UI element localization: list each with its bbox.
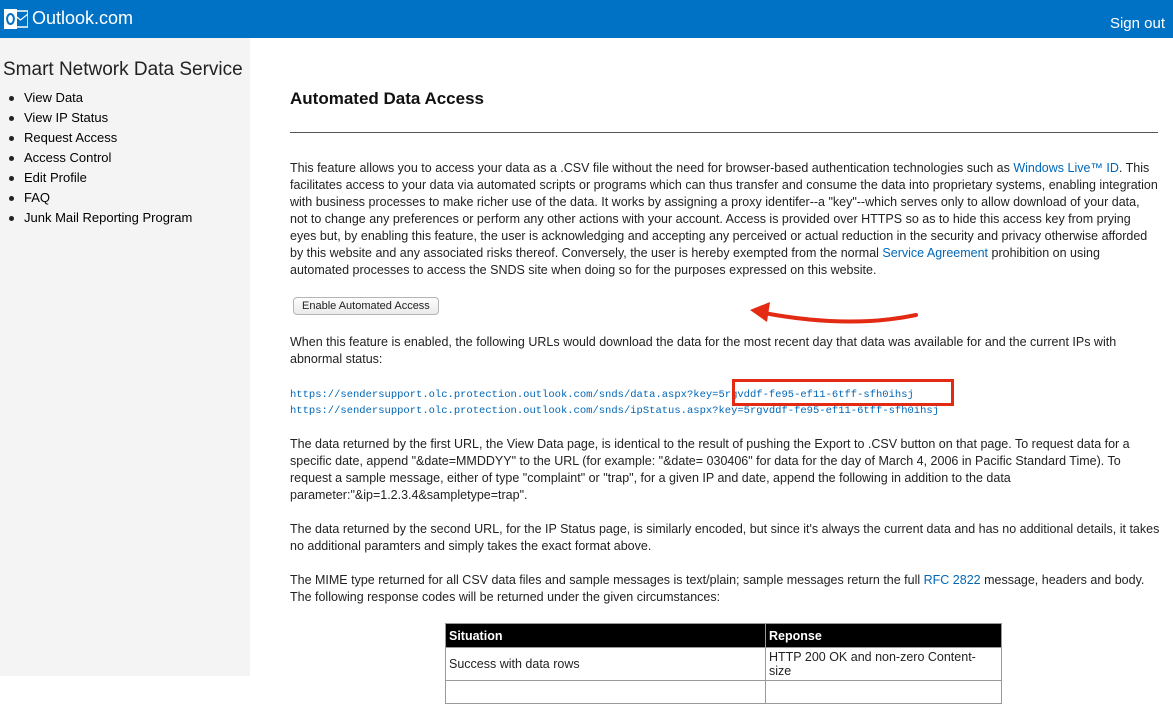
sidebar-item-label[interactable]: Access Control (24, 150, 112, 165)
service-agreement-link[interactable]: Service Agreement (882, 246, 989, 260)
page-title: Automated Data Access (290, 89, 484, 108)
mime-text: The MIME type returned for all CSV data files and sample messages is text/plain; sample messages return the full (290, 573, 924, 587)
table-cell (766, 681, 1002, 704)
response-code-table (445, 623, 1002, 704)
mime-paragraph (290, 572, 1160, 606)
table-header-row (446, 624, 1002, 648)
second-url-paragraph: The data returned by the second URL, for the IP Status page, is similarly encoded, but since it's always the current data and has no additional details, it takes no additional paramters and simply takes the exact format above. (290, 522, 1160, 553)
table-cell: Success with data rows (446, 648, 766, 681)
ip-status-url-link[interactable]: https://sendersupport.olc.protection.outlook.com/snds/ipStatus.aspx?key=5rgvddf-fe95-ef11-6tff-sfh0ihsj (290, 405, 940, 417)
sidebar-item-label[interactable]: Edit Profile (24, 170, 87, 185)
sidebar-item-label[interactable]: FAQ (24, 190, 51, 205)
sidebar-nav (0, 90, 192, 230)
sidebar-item-label[interactable]: View Data (24, 90, 84, 105)
sidebar (0, 38, 250, 676)
sidebar-title: Smart Network Data Service (3, 59, 243, 80)
table-cell: HTTP 200 OK and non-zero Content-size (766, 648, 1002, 681)
column-header-situation: Situation (446, 624, 766, 648)
title-divider (290, 132, 1158, 133)
sign-out-link[interactable]: Sign out (1109, 15, 1165, 32)
intro-text: prohibition on using automated processes to access the SNDS site when doing so for the purposes expressed on this website. (290, 246, 1100, 277)
sidebar-item-label[interactable]: Request Access (24, 130, 118, 145)
intro-text: . This facilitates access to your data via automated scripts or programs which can thus transfer and consume the data into proprietary systems, enabling integration with business processes to make richer use of the data. It works by assigning a proxy identifer--a "key"--which serves only to allow download of your data, not to change any preferences or perform any other actions with your account. Access is provided over HTTPS so as to hide this access key from prying eyes but, by enabling this feature, the user is acknowledging and accepting any perceived or actual reduction in the security and privacy otherwise afforded by this website and any associated risks thereof. Conversely, the user is hereby exempted from the normal (290, 161, 1158, 260)
sidebar-item-label[interactable]: Junk Mail Reporting Program (24, 210, 193, 225)
url-list (290, 387, 939, 419)
sidebar-item-request-access[interactable] (0, 130, 192, 150)
sidebar-item-junk-mail[interactable] (0, 210, 192, 230)
sidebar-item-edit-profile[interactable] (0, 170, 192, 190)
table-cell (446, 681, 766, 704)
enable-automated-access-button[interactable]: Enable Automated Access (293, 297, 439, 315)
table-row (446, 681, 1002, 704)
enabled-description: When this feature is enabled, the following URLs would download the data for the most recent day that data was available for and the current IPs with abnormal status: (290, 335, 1117, 366)
sidebar-item-view-ip-status[interactable] (0, 110, 192, 130)
windows-live-id-link[interactable]: Windows Live™ ID (1013, 161, 1119, 175)
sidebar-item-access-control[interactable] (0, 150, 192, 170)
rfc-2822-link[interactable]: RFC 2822 (923, 573, 981, 587)
outlook-logo-icon (4, 8, 28, 30)
column-header-response: Reponse (766, 624, 1002, 648)
brand-name[interactable]: Outlook.com (32, 8, 134, 28)
intro-paragraph (290, 160, 1160, 279)
sidebar-item-label[interactable]: View IP Status (24, 110, 109, 125)
sidebar-item-view-data[interactable] (0, 90, 192, 110)
red-arrow-icon (740, 295, 920, 335)
first-url-paragraph: The data returned by the first URL, the View Data page, is identical to the result of pushing the Export to .CSV button on that page. To request data for a specific date, append "&date=MMDDYY" to the URL (for example: "&date= 030406" for data for the day of March 4, 2006 in Pacific Standard Time). To request a sample message, either of type "complaint" or "trap", for a given IP and date, append the following in addition to the data parameter:"&ip=1.2.3.4&sampletype=trap". (290, 437, 1130, 502)
data-url-link[interactable]: https://sendersupport.olc.protection.outlook.com/snds/data.aspx?key=5rgvddf-fe95-ef11-6tff-sfh0ihsj (290, 389, 914, 401)
mime-text: message, headers and body. The following response codes will be returned under the given circumstances: (290, 573, 1145, 604)
top-bar (0, 0, 1173, 38)
sidebar-item-faq[interactable] (0, 190, 192, 210)
intro-text: This feature allows you to access your data as a .CSV file without the need for browser-based authentication technologies such as (290, 161, 1014, 175)
